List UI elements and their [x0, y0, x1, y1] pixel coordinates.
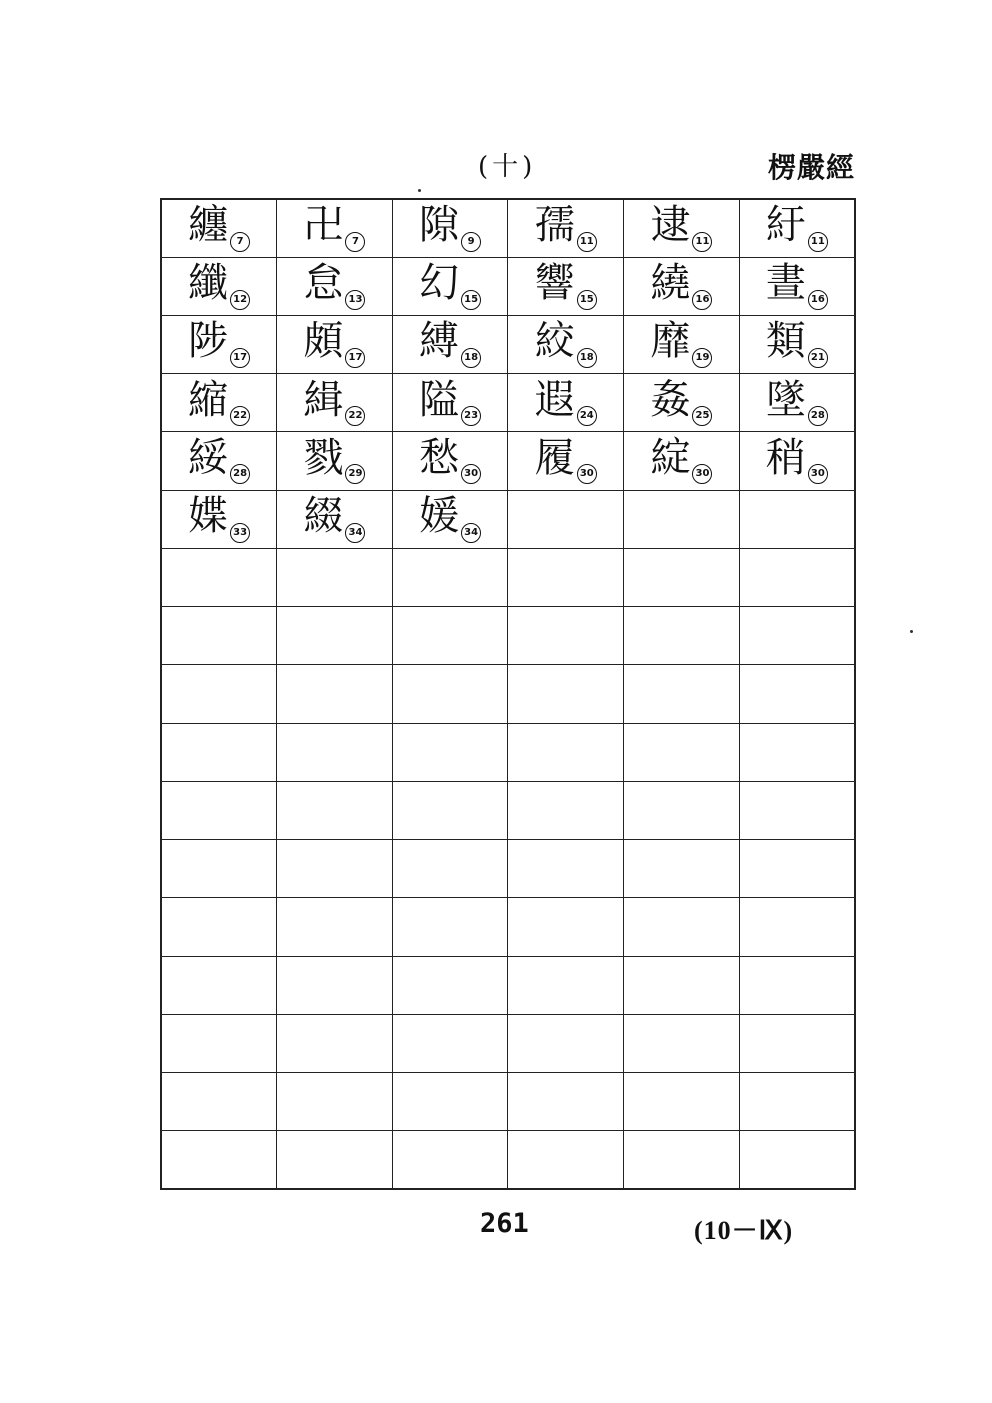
grid-cell — [508, 956, 624, 1014]
grid-cell — [508, 1014, 624, 1072]
circled-number: 17 — [345, 348, 365, 368]
circled-number: 17 — [230, 348, 250, 368]
empty-grid-row — [161, 1014, 855, 1072]
glyph-char: 綏 — [188, 434, 229, 481]
circled-number: 28 — [808, 406, 828, 426]
grid-cell — [624, 548, 740, 606]
grid-cell — [161, 315, 277, 373]
speck-mark — [418, 189, 421, 192]
grid-cell — [161, 199, 277, 257]
grid-cell — [624, 490, 740, 548]
grid-cell — [277, 199, 393, 257]
glyph-char: 遐 — [534, 376, 575, 423]
grid-cell — [392, 1131, 508, 1189]
grid-cell — [508, 374, 624, 432]
grid-cell — [392, 840, 508, 898]
circled-number: 16 — [692, 290, 712, 310]
grid-cell — [277, 315, 393, 373]
circled-number: 11 — [692, 232, 712, 252]
grid-row — [161, 490, 855, 548]
circled-number: 29 — [345, 464, 365, 484]
grid-cell — [739, 490, 855, 548]
empty-grid-row — [161, 548, 855, 606]
grid-cell — [392, 607, 508, 665]
circled-number: 7 — [345, 232, 365, 252]
circled-number: 33 — [230, 523, 250, 543]
grid-cell — [161, 548, 277, 606]
grid-row — [161, 432, 855, 490]
grid-cell — [392, 548, 508, 606]
volume-label: (10－Ⅸ) — [694, 1216, 794, 1245]
circled-number: 21 — [808, 348, 828, 368]
grid-cell — [161, 1014, 277, 1072]
speck-mark — [910, 630, 913, 633]
grid-cell — [161, 1131, 277, 1189]
glyph-char: 怠 — [303, 260, 344, 307]
grid-cell — [624, 781, 740, 839]
grid-cell — [739, 1131, 855, 1189]
grid-cell — [392, 490, 508, 548]
circled-number: 18 — [461, 348, 481, 368]
grid-row — [161, 257, 855, 315]
grid-cell — [392, 956, 508, 1014]
grid-cell — [508, 1131, 624, 1189]
grid-cell — [392, 781, 508, 839]
grid-cell — [739, 665, 855, 723]
grid-cell — [161, 257, 277, 315]
grid-cell — [624, 1073, 740, 1131]
grid-cell — [508, 199, 624, 257]
grid-cell — [277, 374, 393, 432]
grid-cell — [624, 199, 740, 257]
circled-number: 15 — [461, 290, 481, 310]
grid-cell — [161, 374, 277, 432]
grid-cell — [508, 607, 624, 665]
circled-number: 30 — [692, 464, 712, 484]
grid-cell — [624, 315, 740, 373]
glyph-char: 媛 — [419, 493, 460, 540]
grid-cell — [161, 956, 277, 1014]
grid-cell — [739, 723, 855, 781]
glyph-char: 綻 — [650, 434, 691, 481]
grid-cell — [161, 607, 277, 665]
glyph-char: 卍 — [303, 202, 344, 249]
circled-number: 16 — [808, 290, 828, 310]
grid-cell — [624, 607, 740, 665]
grid-cell — [508, 781, 624, 839]
empty-grid-row — [161, 723, 855, 781]
empty-grid-row — [161, 665, 855, 723]
grid-cell — [392, 898, 508, 956]
grid-cell — [739, 257, 855, 315]
grid-row — [161, 374, 855, 432]
circled-number: 25 — [692, 406, 712, 426]
glyph-char: 幻 — [419, 260, 460, 307]
glyph-char: 類 — [765, 318, 806, 365]
grid-cell — [392, 1073, 508, 1131]
grid-cell — [739, 548, 855, 606]
circled-number: 30 — [577, 464, 597, 484]
circled-number: 13 — [345, 290, 365, 310]
grid-cell — [392, 432, 508, 490]
circled-number: 9 — [461, 232, 481, 252]
glyph-char: 墜 — [765, 376, 806, 423]
grid-cell — [739, 1014, 855, 1072]
grid-cell — [277, 432, 393, 490]
grid-cell — [624, 432, 740, 490]
grid-cell — [508, 257, 624, 315]
circled-number: 34 — [461, 523, 481, 543]
grid-cell — [277, 723, 393, 781]
grid-cell — [624, 1014, 740, 1072]
glyph-char: 靡 — [650, 318, 691, 365]
grid-cell — [277, 490, 393, 548]
empty-grid-row — [161, 781, 855, 839]
glyph-char: 隘 — [419, 376, 460, 423]
glyph-char: 纖 — [188, 260, 229, 307]
circled-number: 22 — [345, 406, 365, 426]
book-title: 楞嚴經 — [768, 151, 856, 184]
character-grid — [160, 198, 856, 1190]
grid-row — [161, 315, 855, 373]
grid-cell — [392, 257, 508, 315]
glyph-char: 愁 — [419, 434, 460, 481]
circled-number: 28 — [230, 464, 250, 484]
circled-number: 12 — [230, 290, 250, 310]
grid-cell — [508, 898, 624, 956]
empty-grid-row — [161, 840, 855, 898]
grid-cell — [739, 956, 855, 1014]
circled-number: 22 — [230, 406, 250, 426]
grid-cell — [739, 199, 855, 257]
grid-cell — [739, 840, 855, 898]
grid-cell — [739, 1073, 855, 1131]
glyph-char: 孺 — [534, 202, 575, 249]
glyph-char: 響 — [534, 260, 575, 307]
empty-grid-row — [161, 1131, 855, 1189]
glyph-char: 頗 — [303, 318, 344, 365]
grid-cell — [624, 840, 740, 898]
glyph-char: 纏 — [188, 202, 229, 249]
glyph-char: 繞 — [650, 260, 691, 307]
circled-number: 24 — [577, 406, 597, 426]
grid-cell — [739, 607, 855, 665]
character-grid-body — [161, 199, 855, 1189]
glyph-char: 陟 — [188, 318, 229, 365]
circled-number: 30 — [461, 464, 481, 484]
grid-cell — [392, 315, 508, 373]
glyph-char: 綴 — [303, 493, 344, 540]
grid-row — [161, 199, 855, 257]
glyph-char: 媟 — [188, 493, 229, 540]
grid-cell — [161, 840, 277, 898]
grid-cell — [161, 432, 277, 490]
grid-cell — [161, 781, 277, 839]
grid-cell — [392, 374, 508, 432]
grid-cell — [508, 432, 624, 490]
glyph-char: 戮 — [303, 434, 344, 481]
grid-cell — [392, 723, 508, 781]
grid-cell — [508, 490, 624, 548]
grid-cell — [739, 781, 855, 839]
glyph-char: 姦 — [650, 376, 691, 423]
glyph-char: 紆 — [765, 202, 806, 249]
grid-cell — [392, 199, 508, 257]
empty-grid-row — [161, 607, 855, 665]
grid-cell — [508, 315, 624, 373]
circled-number: 30 — [808, 464, 828, 484]
grid-cell — [624, 665, 740, 723]
grid-cell — [508, 1073, 624, 1131]
grid-cell — [161, 898, 277, 956]
grid-cell — [624, 723, 740, 781]
grid-cell — [624, 898, 740, 956]
circled-number: 23 — [461, 406, 481, 426]
grid-cell — [277, 898, 393, 956]
grid-cell — [624, 257, 740, 315]
grid-cell — [277, 607, 393, 665]
grid-cell — [392, 665, 508, 723]
glyph-char: 逮 — [650, 202, 691, 249]
empty-grid-row — [161, 898, 855, 956]
grid-cell — [739, 898, 855, 956]
circled-number: 18 — [577, 348, 597, 368]
circled-number: 34 — [345, 523, 365, 543]
glyph-char: 履 — [534, 434, 575, 481]
glyph-char: 隙 — [419, 202, 460, 249]
empty-grid-row — [161, 956, 855, 1014]
grid-cell — [161, 665, 277, 723]
grid-cell — [739, 374, 855, 432]
glyph-char: 縮 — [188, 376, 229, 423]
grid-cell — [739, 315, 855, 373]
grid-cell — [624, 1131, 740, 1189]
glyph-char: 縛 — [419, 318, 460, 365]
grid-cell — [277, 665, 393, 723]
grid-cell — [277, 257, 393, 315]
grid-cell — [277, 1131, 393, 1189]
glyph-char: 稍 — [765, 434, 806, 481]
circled-number: 11 — [577, 232, 597, 252]
grid-cell — [161, 490, 277, 548]
grid-cell — [508, 723, 624, 781]
grid-cell — [624, 956, 740, 1014]
grid-cell — [739, 432, 855, 490]
grid-cell — [508, 665, 624, 723]
grid-cell — [161, 723, 277, 781]
empty-grid-row — [161, 1073, 855, 1131]
circled-number: 19 — [692, 348, 712, 368]
circled-number: 7 — [230, 232, 250, 252]
glyph-char: 緝 — [303, 376, 344, 423]
grid-cell — [277, 840, 393, 898]
grid-cell — [277, 1073, 393, 1131]
grid-cell — [277, 548, 393, 606]
grid-cell — [392, 1014, 508, 1072]
page-number: 261 — [480, 1208, 529, 1239]
grid-cell — [508, 548, 624, 606]
grid-cell — [624, 374, 740, 432]
circled-number: 15 — [577, 290, 597, 310]
grid-cell — [277, 956, 393, 1014]
grid-cell — [161, 1073, 277, 1131]
glyph-char: 絞 — [534, 318, 575, 365]
section-label: (十) — [478, 152, 537, 182]
grid-cell — [508, 840, 624, 898]
grid-cell — [277, 781, 393, 839]
circled-number: 11 — [808, 232, 828, 252]
glyph-char: 晝 — [765, 260, 806, 307]
grid-cell — [277, 1014, 393, 1072]
